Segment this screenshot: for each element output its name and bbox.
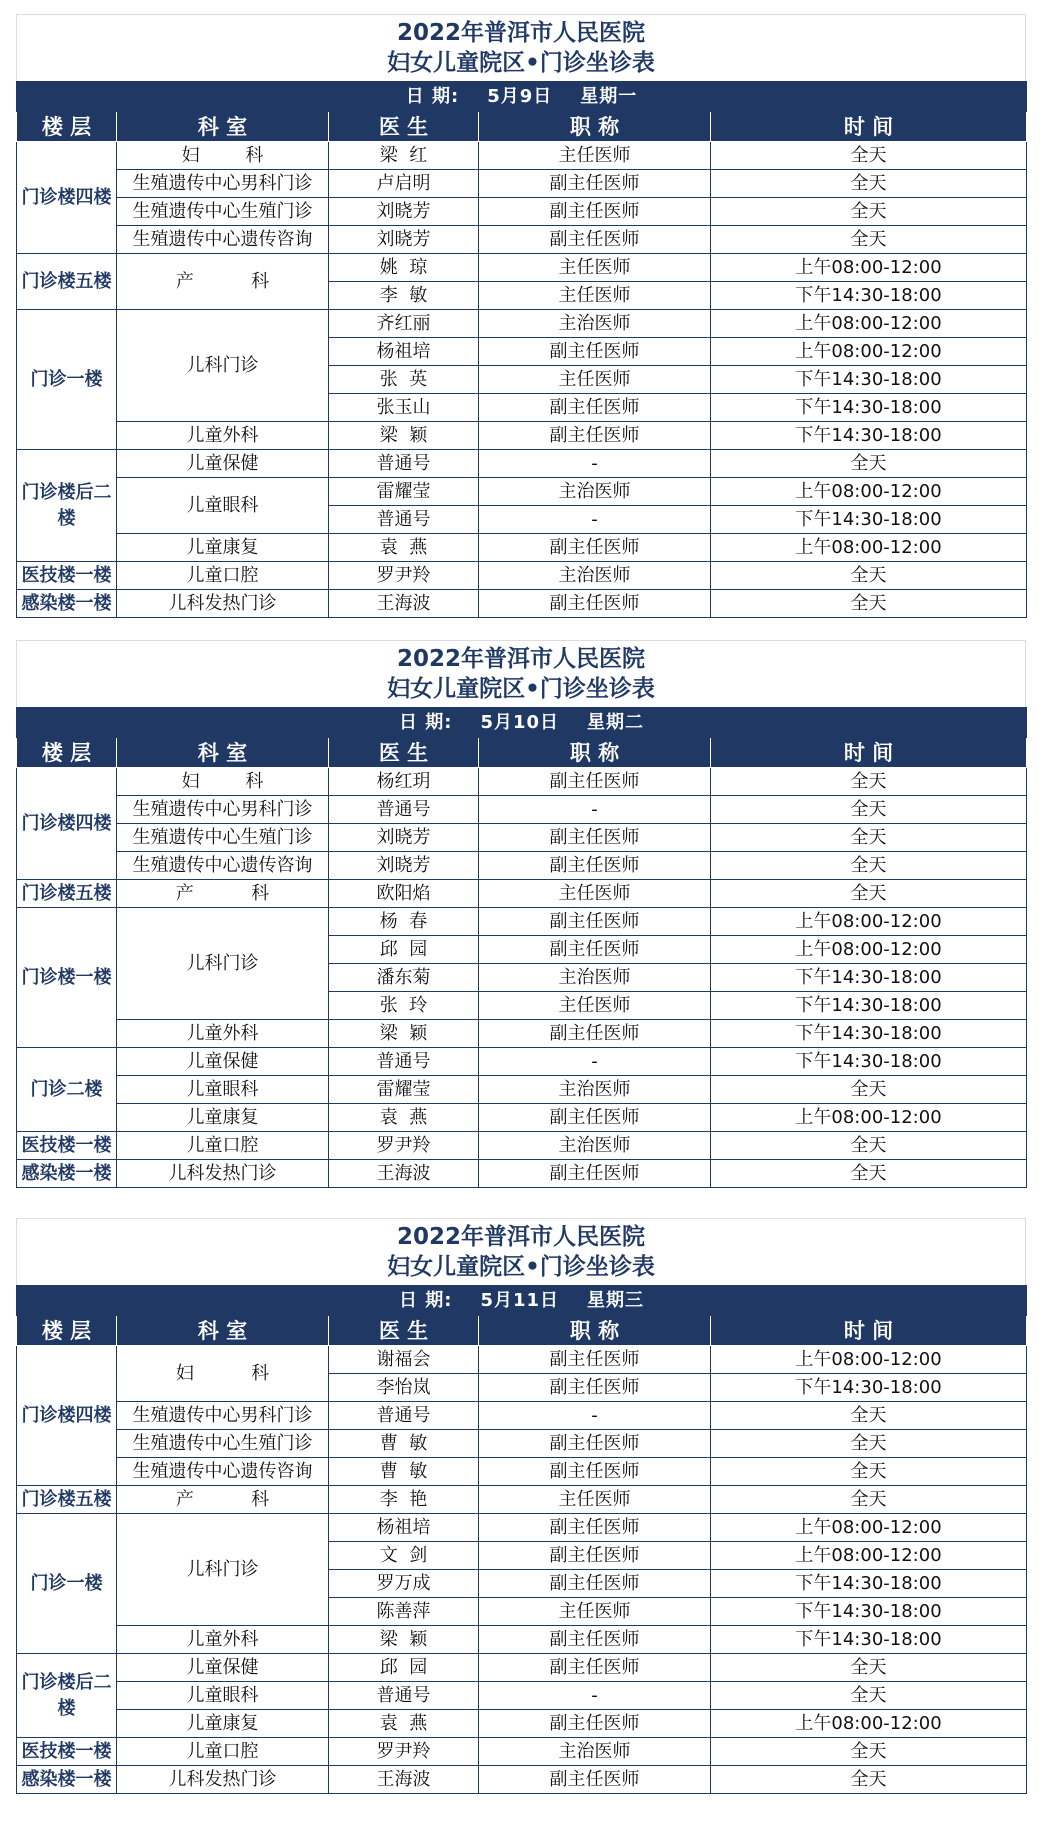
dept-cell: 产 科 (117, 254, 329, 310)
doctor-cell: 梁 红 (329, 142, 479, 170)
title-cell: 副主任医师 (479, 852, 711, 880)
dept-cell: 儿科发热门诊 (117, 1160, 329, 1188)
title-cell: 主任医师 (479, 254, 711, 282)
title-cell: 主任医师 (479, 282, 711, 310)
title-cell: 副主任医师 (479, 1710, 711, 1738)
table-row (17, 1766, 1027, 1794)
floor-cell: 门诊楼后二楼 (17, 1654, 117, 1738)
doctor-cell: 罗尹羚 (329, 1738, 479, 1766)
weekday: 星期一 (580, 85, 638, 107)
title-cell: 副主任医师 (479, 1766, 711, 1794)
floor-cell: 门诊楼一楼 (17, 908, 117, 1048)
dept-cell: 儿童眼科 (117, 1076, 329, 1104)
time-cell: 下午14:30-18:00 (711, 1048, 1027, 1076)
schedule-table (16, 707, 1027, 1188)
time-cell: 上午08:00-12:00 (711, 1346, 1027, 1374)
title-box (16, 14, 1026, 81)
time-cell: 下午14:30-18:00 (711, 1598, 1027, 1626)
page-subtitle: 妇女儿童院区•门诊坐诊表 (387, 50, 655, 76)
doctor-cell: 袁 燕 (329, 1710, 479, 1738)
time-cell: 全天 (711, 590, 1027, 618)
date-value: 5月11日 (480, 1289, 560, 1311)
floor-cell: 感染楼一楼 (17, 1766, 117, 1794)
time-cell: 全天 (711, 824, 1027, 852)
date-label: 日 期: (399, 711, 453, 733)
time-cell: 下午14:30-18:00 (711, 1020, 1027, 1048)
dept-cell: 儿科门诊 (117, 908, 329, 1020)
title-cell: 副主任医师 (479, 1654, 711, 1682)
doctor-cell: 齐红丽 (329, 310, 479, 338)
floor-cell: 门诊二楼 (17, 1048, 117, 1132)
schedule-block (16, 14, 1026, 618)
dept-cell: 儿童保健 (117, 450, 329, 478)
header-doctor: 医 生 (329, 112, 479, 142)
doctor-cell: 袁 燕 (329, 534, 479, 562)
dept-cell: 儿科门诊 (117, 1514, 329, 1626)
time-cell: 全天 (711, 1160, 1027, 1188)
doctor-cell: 刘晓芳 (329, 226, 479, 254)
dept-cell: 生殖遗传中心生殖门诊 (117, 824, 329, 852)
title-cell: 主治医师 (479, 1076, 711, 1104)
dept-cell: 产 科 (117, 880, 329, 908)
table-row (17, 590, 1027, 618)
time-cell: 下午14:30-18:00 (711, 1570, 1027, 1598)
header-time: 时 间 (711, 738, 1027, 768)
table-row (17, 422, 1027, 450)
doctor-cell: 刘晓芳 (329, 198, 479, 226)
schedule-block (16, 640, 1026, 1188)
title-cell: 主任医师 (479, 1486, 711, 1514)
time-cell: 全天 (711, 1458, 1027, 1486)
floor-cell: 感染楼一楼 (17, 1160, 117, 1188)
table-row (17, 1458, 1027, 1486)
title-cell: 主任医师 (479, 880, 711, 908)
header-floor: 楼 层 (17, 1316, 117, 1346)
dept-cell: 生殖遗传中心遗传咨询 (117, 1458, 329, 1486)
time-cell: 下午14:30-18:00 (711, 1626, 1027, 1654)
page-title: 2022年普洱市人民医院 (396, 646, 645, 672)
table-row (17, 796, 1027, 824)
table-row (17, 1402, 1027, 1430)
time-cell: 全天 (711, 796, 1027, 824)
header-dept: 科 室 (117, 1316, 329, 1346)
title-cell: 副主任医师 (479, 338, 711, 366)
date-label: 日 期: (399, 1289, 453, 1311)
time-cell: 下午14:30-18:00 (711, 394, 1027, 422)
title-cell: 副主任医师 (479, 936, 711, 964)
title-cell: - (479, 796, 711, 824)
time-cell: 上午08:00-12:00 (711, 478, 1027, 506)
time-cell: 上午08:00-12:00 (711, 1514, 1027, 1542)
doctor-cell: 杨红玥 (329, 768, 479, 796)
doctor-cell: 普通号 (329, 506, 479, 534)
page-subtitle: 妇女儿童院区•门诊坐诊表 (387, 676, 655, 702)
table-row (17, 1710, 1027, 1738)
header-title: 职 称 (479, 112, 711, 142)
table-row (17, 562, 1027, 590)
time-cell: 全天 (711, 1076, 1027, 1104)
time-cell: 上午08:00-12:00 (711, 936, 1027, 964)
floor-cell: 医技楼一楼 (17, 1738, 117, 1766)
doctor-cell: 袁 燕 (329, 1104, 479, 1132)
doctor-cell: 王海波 (329, 590, 479, 618)
dept-cell: 妇 科 (117, 768, 329, 796)
header-dept: 科 室 (117, 112, 329, 142)
table-row (17, 768, 1027, 796)
table-row (17, 1132, 1027, 1160)
floor-cell: 医技楼一楼 (17, 562, 117, 590)
weekday: 星期二 (587, 711, 645, 733)
title-cell: 副主任医师 (479, 1514, 711, 1542)
title-cell: 副主任医师 (479, 394, 711, 422)
title-cell: 副主任医师 (479, 534, 711, 562)
schedule-block (16, 1218, 1026, 1794)
title-cell: 主任医师 (479, 142, 711, 170)
doctor-cell: 卢启明 (329, 170, 479, 198)
doctor-cell: 梁 颖 (329, 422, 479, 450)
time-cell: 全天 (711, 1132, 1027, 1160)
date-row (17, 1286, 1027, 1316)
table-row (17, 142, 1027, 170)
title-cell: 副主任医师 (479, 1542, 711, 1570)
dept-cell: 生殖遗传中心男科门诊 (117, 1402, 329, 1430)
header-doctor: 医 生 (329, 738, 479, 768)
schedule-table (16, 81, 1027, 618)
title-cell: 副主任医师 (479, 768, 711, 796)
doctor-cell: 罗万成 (329, 1570, 479, 1598)
time-cell: 上午08:00-12:00 (711, 1104, 1027, 1132)
date-line (17, 86, 1026, 108)
doctor-cell: 梁 颖 (329, 1020, 479, 1048)
table-row (17, 880, 1027, 908)
title-cell: 副主任医师 (479, 226, 711, 254)
title-cell: 副主任医师 (479, 1160, 711, 1188)
title-cell: 副主任医师 (479, 170, 711, 198)
dept-cell: 儿童保健 (117, 1048, 329, 1076)
table-row (17, 534, 1027, 562)
time-cell: 全天 (711, 1402, 1027, 1430)
table-row (17, 1346, 1027, 1374)
dept-cell: 儿童外科 (117, 1020, 329, 1048)
doctor-cell: 罗尹羚 (329, 1132, 479, 1160)
doctor-cell: 欧阳焰 (329, 880, 479, 908)
title-cell: 主治医师 (479, 1132, 711, 1160)
title-cell: 主任医师 (479, 1598, 711, 1626)
doctor-cell: 梁 颖 (329, 1626, 479, 1654)
floor-cell: 门诊楼四楼 (17, 142, 117, 254)
doctor-cell: 文 剑 (329, 1542, 479, 1570)
doctor-cell: 张 玲 (329, 992, 479, 1020)
table-row (17, 1626, 1027, 1654)
title-cell: 副主任医师 (479, 1104, 711, 1132)
doctor-cell: 普通号 (329, 796, 479, 824)
title-cell: 主治医师 (479, 1738, 711, 1766)
time-cell: 全天 (711, 1430, 1027, 1458)
title-cell: 副主任医师 (479, 198, 711, 226)
title-cell: 副主任医师 (479, 590, 711, 618)
time-cell: 下午14:30-18:00 (711, 506, 1027, 534)
title-cell: 主治医师 (479, 310, 711, 338)
title-cell: 主治医师 (479, 964, 711, 992)
table-row (17, 1048, 1027, 1076)
time-cell: 全天 (711, 198, 1027, 226)
table-row (17, 450, 1027, 478)
dept-cell: 儿童保健 (117, 1654, 329, 1682)
dept-cell: 产 科 (117, 1486, 329, 1514)
dept-cell: 儿童康复 (117, 1710, 329, 1738)
title-cell: 副主任医师 (479, 1020, 711, 1048)
table-row (17, 1738, 1027, 1766)
dept-cell: 生殖遗传中心生殖门诊 (117, 1430, 329, 1458)
title-cell: 副主任医师 (479, 824, 711, 852)
dept-cell: 妇 科 (117, 1346, 329, 1402)
time-cell: 全天 (711, 852, 1027, 880)
table-row (17, 170, 1027, 198)
title-cell: 副主任医师 (479, 1430, 711, 1458)
table-row (17, 1160, 1027, 1188)
page-subtitle: 妇女儿童院区•门诊坐诊表 (387, 1254, 655, 1280)
table-row (17, 1514, 1027, 1542)
time-cell: 全天 (711, 1654, 1027, 1682)
table-row (17, 1430, 1027, 1458)
time-cell: 下午14:30-18:00 (711, 366, 1027, 394)
doctor-cell: 雷耀莹 (329, 478, 479, 506)
table-row (17, 310, 1027, 338)
time-cell: 全天 (711, 1486, 1027, 1514)
title-cell: 副主任医师 (479, 1570, 711, 1598)
table-row (17, 1020, 1027, 1048)
schedule-table (16, 1285, 1027, 1794)
table-row (17, 226, 1027, 254)
weekday: 星期三 (587, 1289, 645, 1311)
doctor-cell: 李 艳 (329, 1486, 479, 1514)
time-cell: 上午08:00-12:00 (711, 908, 1027, 936)
time-cell: 下午14:30-18:00 (711, 422, 1027, 450)
title-cell: 副主任医师 (479, 1458, 711, 1486)
time-cell: 全天 (711, 142, 1027, 170)
title-cell: - (479, 1402, 711, 1430)
time-cell: 下午14:30-18:00 (711, 1374, 1027, 1402)
title-cell: - (479, 1048, 711, 1076)
floor-cell: 门诊楼后二楼 (17, 450, 117, 562)
dept-cell: 儿童康复 (117, 534, 329, 562)
doctor-cell: 普通号 (329, 1402, 479, 1430)
title-cell: 副主任医师 (479, 1374, 711, 1402)
dept-cell: 儿童口腔 (117, 1738, 329, 1766)
header-dept: 科 室 (117, 738, 329, 768)
time-cell: 全天 (711, 450, 1027, 478)
header-floor: 楼 层 (17, 112, 117, 142)
dept-cell: 生殖遗传中心遗传咨询 (117, 226, 329, 254)
date-row (17, 708, 1027, 738)
floor-cell: 门诊楼四楼 (17, 1346, 117, 1486)
header-row (17, 112, 1027, 142)
table-row (17, 908, 1027, 936)
date-value: 5月9日 (487, 85, 553, 107)
floor-cell: 门诊楼四楼 (17, 768, 117, 880)
header-time: 时 间 (711, 1316, 1027, 1346)
date-line (17, 712, 1026, 734)
header-doctor: 医 生 (329, 1316, 479, 1346)
doctor-cell: 刘晓芳 (329, 824, 479, 852)
dept-cell: 儿科发热门诊 (117, 1766, 329, 1794)
time-cell: 上午08:00-12:00 (711, 310, 1027, 338)
doctor-cell: 王海波 (329, 1766, 479, 1794)
doctor-cell: 陈善萍 (329, 1598, 479, 1626)
table-row (17, 478, 1027, 506)
time-cell: 上午08:00-12:00 (711, 1542, 1027, 1570)
title-cell: 主任医师 (479, 992, 711, 1020)
title-box (16, 1218, 1026, 1285)
table-row (17, 824, 1027, 852)
doctor-cell: 杨祖培 (329, 338, 479, 366)
doctor-cell: 王海波 (329, 1160, 479, 1188)
doctor-cell: 曹 敏 (329, 1458, 479, 1486)
time-cell: 下午14:30-18:00 (711, 992, 1027, 1020)
dept-cell: 儿童口腔 (117, 1132, 329, 1160)
doctor-cell: 李怡岚 (329, 1374, 479, 1402)
dept-cell: 儿童口腔 (117, 562, 329, 590)
doctor-cell: 谢福会 (329, 1346, 479, 1374)
title-cell: 副主任医师 (479, 1626, 711, 1654)
doctor-cell: 潘东菊 (329, 964, 479, 992)
doctor-cell: 普通号 (329, 450, 479, 478)
dept-cell: 儿童外科 (117, 1626, 329, 1654)
floor-cell: 感染楼一楼 (17, 590, 117, 618)
dept-cell: 妇 科 (117, 142, 329, 170)
title-cell: 主治医师 (479, 478, 711, 506)
dept-cell: 儿童康复 (117, 1104, 329, 1132)
title-cell: - (479, 1682, 711, 1710)
time-cell: 全天 (711, 768, 1027, 796)
table-row (17, 1682, 1027, 1710)
doctor-cell: 邱 园 (329, 1654, 479, 1682)
header-floor: 楼 层 (17, 738, 117, 768)
time-cell: 全天 (711, 1766, 1027, 1794)
header-row (17, 738, 1027, 768)
title-cell: - (479, 450, 711, 478)
title-cell: 副主任医师 (479, 908, 711, 936)
date-value: 5月10日 (480, 711, 560, 733)
floor-cell: 门诊一楼 (17, 310, 117, 450)
table-row (17, 1076, 1027, 1104)
dept-cell: 儿童眼科 (117, 478, 329, 534)
dept-cell: 生殖遗传中心男科门诊 (117, 170, 329, 198)
time-cell: 全天 (711, 562, 1027, 590)
page-title: 2022年普洱市人民医院 (396, 20, 645, 46)
doctor-cell: 姚 琼 (329, 254, 479, 282)
page-title: 2022年普洱市人民医院 (396, 1224, 645, 1250)
date-line (17, 1290, 1026, 1312)
title-cell: 主治医师 (479, 562, 711, 590)
table-row (17, 1486, 1027, 1514)
dept-cell: 儿科发热门诊 (117, 590, 329, 618)
header-time: 时 间 (711, 112, 1027, 142)
time-cell: 上午08:00-12:00 (711, 534, 1027, 562)
dept-cell: 儿科门诊 (117, 310, 329, 422)
time-cell: 上午08:00-12:00 (711, 338, 1027, 366)
doctor-cell: 张玉山 (329, 394, 479, 422)
time-cell: 下午14:30-18:00 (711, 964, 1027, 992)
floor-cell: 医技楼一楼 (17, 1132, 117, 1160)
doctor-cell: 罗尹羚 (329, 562, 479, 590)
dept-cell: 儿童外科 (117, 422, 329, 450)
title-cell: - (479, 506, 711, 534)
time-cell: 下午14:30-18:00 (711, 282, 1027, 310)
time-cell: 全天 (711, 880, 1027, 908)
time-cell: 全天 (711, 1738, 1027, 1766)
header-title: 职 称 (479, 738, 711, 768)
doctor-cell: 张 英 (329, 366, 479, 394)
doctor-cell: 曹 敏 (329, 1430, 479, 1458)
header-row (17, 1316, 1027, 1346)
time-cell: 上午08:00-12:00 (711, 1710, 1027, 1738)
title-cell: 主任医师 (479, 366, 711, 394)
doctor-cell: 普通号 (329, 1048, 479, 1076)
table-row (17, 852, 1027, 880)
dept-cell: 生殖遗传中心生殖门诊 (117, 198, 329, 226)
dept-cell: 生殖遗传中心男科门诊 (117, 796, 329, 824)
time-cell: 全天 (711, 1682, 1027, 1710)
table-row (17, 1104, 1027, 1132)
floor-cell: 门诊一楼 (17, 1514, 117, 1654)
date-row (17, 82, 1027, 112)
dept-cell: 生殖遗传中心遗传咨询 (117, 852, 329, 880)
doctor-cell: 普通号 (329, 1682, 479, 1710)
table-row (17, 254, 1027, 282)
table-row (17, 1654, 1027, 1682)
doctor-cell: 杨 春 (329, 908, 479, 936)
time-cell: 上午08:00-12:00 (711, 254, 1027, 282)
doctor-cell: 邱 园 (329, 936, 479, 964)
floor-cell: 门诊楼五楼 (17, 880, 117, 908)
table-row (17, 198, 1027, 226)
doctor-cell: 杨祖培 (329, 1514, 479, 1542)
date-label: 日 期: (405, 85, 460, 107)
title-box (16, 640, 1026, 707)
doctor-cell: 李 敏 (329, 282, 479, 310)
time-cell: 全天 (711, 170, 1027, 198)
header-title: 职 称 (479, 1316, 711, 1346)
doctor-cell: 雷耀莹 (329, 1076, 479, 1104)
floor-cell: 门诊楼五楼 (17, 1486, 117, 1514)
title-cell: 副主任医师 (479, 1346, 711, 1374)
doctor-cell: 刘晓芳 (329, 852, 479, 880)
dept-cell: 儿童眼科 (117, 1682, 329, 1710)
title-cell: 副主任医师 (479, 422, 711, 450)
time-cell: 全天 (711, 226, 1027, 254)
floor-cell: 门诊楼五楼 (17, 254, 117, 310)
